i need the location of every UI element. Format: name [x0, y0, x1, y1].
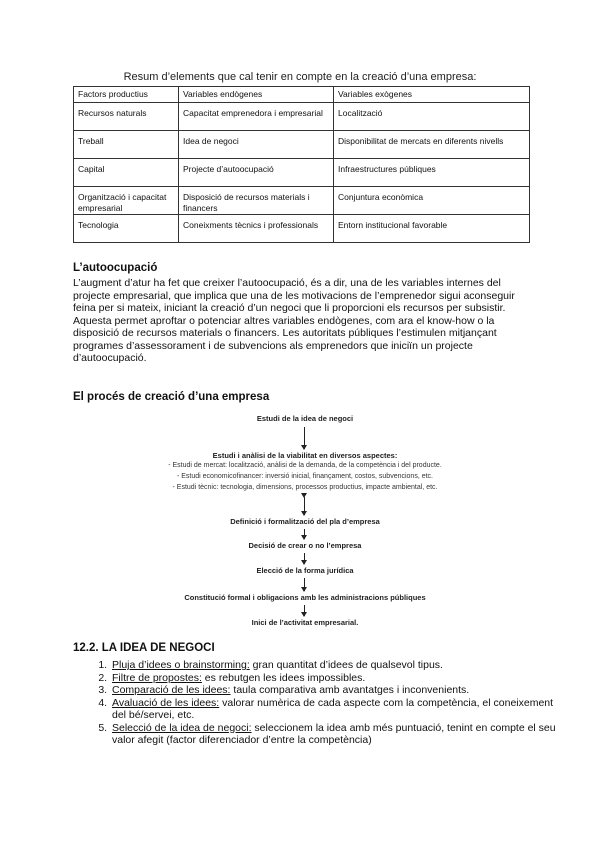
flow-substep-financial: - Estudi economicofinancer: inversió inicial, finançament, costos, subvencions, etc.: [176, 473, 433, 480]
table-row: [74, 215, 530, 243]
table-cell: Capacitat emprenedora i empresarial: [179, 103, 334, 131]
list-item-desc: valorar numèrica de cada aspecte com la competència, el coneixement del bé/servei, etc.: [112, 696, 554, 721]
table-cell: Projecte d’autoocupació: [179, 159, 334, 187]
flow-step-decision: Decisió de crear o no l’empresa: [248, 541, 362, 550]
idea-negoci-heading: 12.2. LA IDEA DE NEGOCI: [73, 642, 215, 654]
table-cell: Organització i capacitat empresarial: [74, 187, 179, 215]
header-endogenous: Variables endògenes: [179, 87, 334, 103]
table-row: [74, 159, 530, 187]
list-item: [110, 722, 560, 747]
header-factors: Factors productius: [74, 87, 179, 103]
table-row: [74, 103, 530, 131]
flow-arrow: [304, 529, 305, 539]
flow-step-idea-study: Estudi de la idea de negoci: [256, 414, 354, 423]
list-item-term: Selecció de la idea de negoci:: [112, 721, 252, 734]
flow-arrow: [304, 497, 305, 515]
flow-arrow: [304, 427, 305, 449]
table-cell: Tecnologia: [74, 215, 179, 243]
flow-substep-technical: - Estudi tècnic: tecnologia, dimensions, processos productius, impacte ambiental, etc.: [172, 484, 438, 491]
list-item-term: Avaluació de les idees:: [112, 696, 220, 709]
list-item-desc: seleccionem la idea amb més puntuació, tenint en compte el seu valor afegit (factor diferenciador d’entre la competència): [112, 721, 556, 746]
table-cell: Infraestructures públiques: [334, 159, 530, 187]
table-header-row: [74, 87, 530, 103]
list-item-term: Pluja d’idees o brainstorming:: [112, 659, 250, 671]
table-cell: Disponibilitat de mercats en diferents nivells: [334, 131, 530, 159]
table-cell: Entorn institucional favorable: [334, 215, 530, 243]
table-cell: Capital: [74, 159, 179, 187]
list-item-term: Comparació de les idees:: [112, 684, 231, 696]
table-cell: Idea de negoci: [179, 131, 334, 159]
table-row: [74, 187, 530, 215]
table-cell: Treball: [74, 131, 179, 159]
table-cell: Conjuntura econòmica: [334, 187, 530, 215]
list-item: [110, 697, 560, 722]
flow-step-constitution: Constitució formal i obligacions amb les administracions públiques: [184, 593, 426, 602]
process-flowchart: [125, 408, 485, 628]
flow-step-start-activity: Inici de l’activitat empresarial.: [251, 618, 359, 627]
table-cell: Recursos naturals: [74, 103, 179, 131]
table-caption: Resum d’elements que cal tenir en compte en la creació d’una empresa:: [123, 71, 477, 83]
flow-arrow: [304, 578, 305, 591]
flow-step-legal-form: Elecció de la forma jurídica: [256, 566, 354, 575]
flow-substep-market: - Estudi de mercat: localització, anàlisi de la demanda, de la competència i del producte.: [168, 462, 442, 469]
factors-table: [73, 86, 530, 243]
flow-arrow: [304, 605, 305, 616]
list-item: [110, 659, 560, 672]
autoocupacio-paragraph: L’augment d’atur ha fet que creixer l’autoocupació, és a dir, una de les variables internes del projecte empresarial, que implica que una de les motivacions de l’emprenedor sigui aconseguir feina per si mateix, iniciant la creació d’un negoci que li proporcioni els recursos per subsistir. Aquesta permet aproftar o potenciar altres variables endògenes, com ara el know-how o la disposició de recursos materials o financers. Les autoritats públiques l’estimulen mitjançant programes d’assessorament i de subvencions als emprenedors que iniciïn un projecte d’autoocupació.: [73, 277, 515, 364]
table-row: [74, 131, 530, 159]
autoocupacio-heading: L’autoocupació: [73, 262, 158, 274]
idea-steps-list: [88, 659, 560, 747]
list-item-desc: taula comparativa amb avantatges i inconvenients.: [230, 684, 470, 696]
flow-step-business-plan: Definició i formalització del pla d’empresa: [230, 517, 380, 526]
list-item: [110, 672, 560, 685]
header-exogenous: Variables exògenes: [334, 87, 530, 103]
flow-arrow: [304, 553, 305, 564]
list-item-term: Filtre de propostes:: [112, 671, 202, 684]
list-item-desc: es rebutgen les idees impossibles.: [201, 671, 366, 684]
flow-step-viability: Estudi i anàlisi de la viabilitat en diversos aspectes:: [212, 451, 398, 460]
process-heading: El procés de creació d’una empresa: [73, 391, 270, 403]
list-item: [110, 684, 560, 697]
table-cell: Localització: [334, 103, 530, 131]
table-cell: Coneixments tècnics i professionals: [179, 215, 334, 243]
table-cell: Disposició de recursos materials i financers: [179, 187, 334, 215]
list-item-desc: gran quantitat d’idees de qualsevol tipus.: [249, 659, 443, 671]
